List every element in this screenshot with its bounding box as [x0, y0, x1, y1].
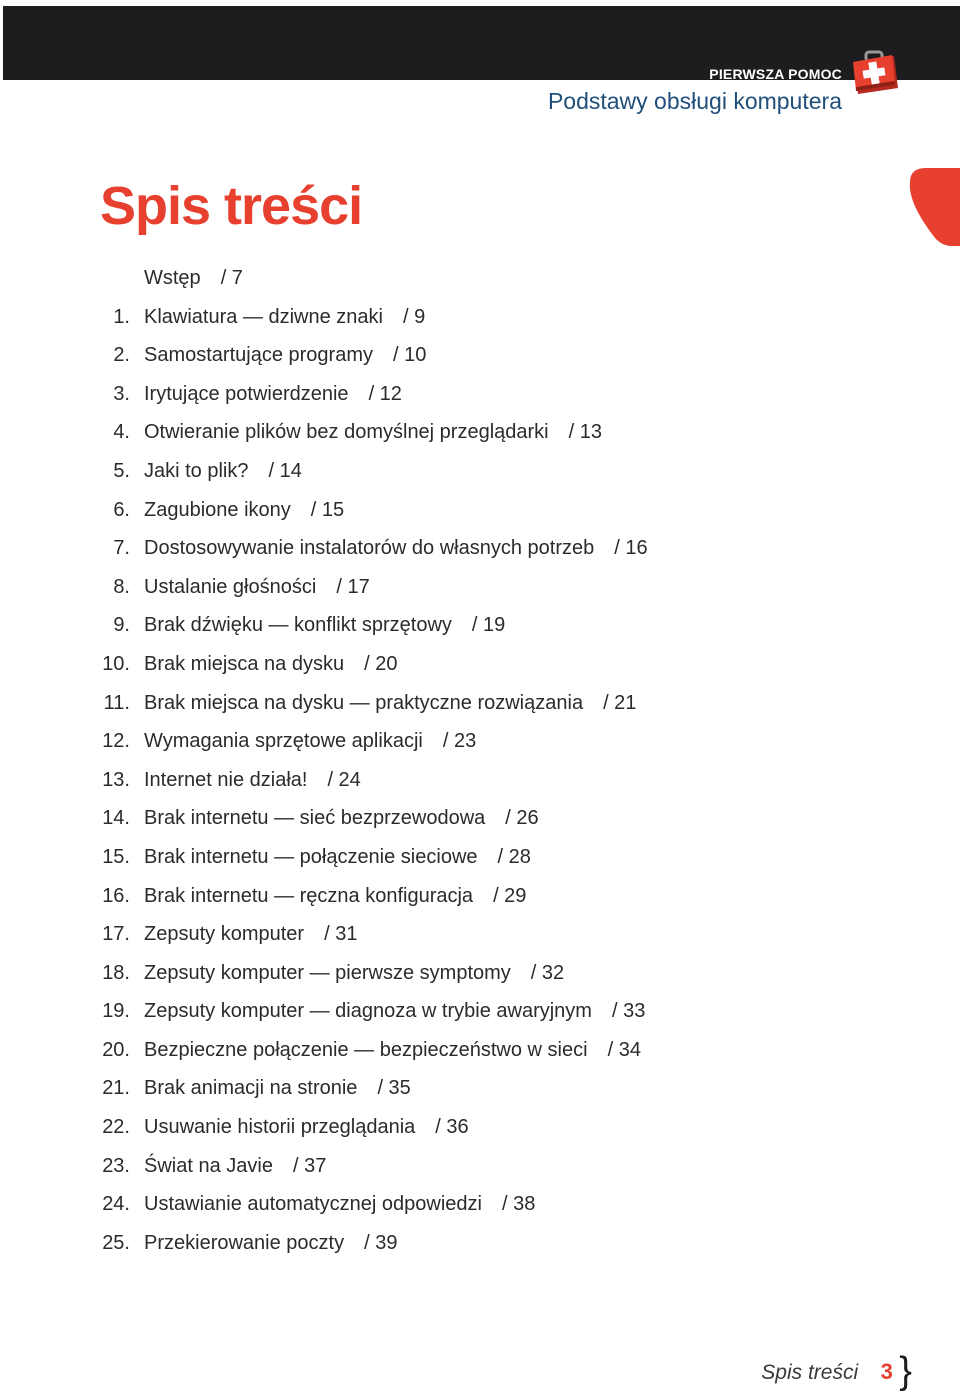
toc-entry-page: / 24	[327, 768, 361, 791]
toc-entry-page: / 35	[377, 1077, 411, 1100]
toc-entry-page: / 31	[324, 923, 358, 946]
toc-entry	[0, 529, 960, 568]
toc-entry	[0, 761, 960, 800]
toc-entry	[0, 259, 960, 298]
footer-section-label: Spis treści	[761, 1361, 859, 1384]
toc-entry-title: Ustalanie głośności	[144, 575, 317, 598]
toc-entry	[0, 568, 960, 607]
toc-entry	[0, 606, 960, 645]
toc-entry-link	[144, 722, 476, 761]
toc-entry-title: Irytujące potwierdzenie	[144, 382, 349, 405]
toc-entry-title: Świat na Javie	[144, 1154, 273, 1177]
toc-entry	[0, 1108, 960, 1147]
toc-entry	[0, 375, 960, 414]
toc-entry-link	[144, 259, 243, 298]
page-footer	[761, 1350, 912, 1390]
toc-entry-link	[144, 375, 402, 414]
toc-entry-title: Bezpieczne połączenie — bezpieczeństwo w sieci	[144, 1038, 588, 1061]
toc-entry-number: 15.	[102, 845, 130, 868]
page-title: Spis treści	[100, 176, 363, 236]
toc-entry-page: / 29	[493, 884, 527, 907]
toc-entry-link	[144, 761, 361, 800]
toc-entry-title: Brak miejsca na dysku — praktyczne rozwiązania	[144, 691, 584, 714]
toc-entry	[0, 413, 960, 452]
toc-entry-page: / 37	[292, 1154, 327, 1177]
toc-entry-number: 17.	[102, 923, 130, 946]
toc-entry-number: 20.	[102, 1038, 130, 1061]
toc-entry-title: Samostartujące programy	[144, 344, 373, 367]
toc-entry-number: 7.	[113, 537, 130, 560]
toc-entry	[0, 722, 960, 761]
toc-entry-page: / 15	[310, 498, 345, 521]
toc-entry-number: 4.	[113, 421, 130, 444]
toc-entry	[0, 954, 960, 993]
toc-entry-number: 5.	[113, 459, 130, 482]
toc-entry-link	[144, 799, 539, 838]
toc-entry-title: Dostosowywanie instalatorów do własnych potrzeb	[144, 537, 595, 560]
toc-entry-title: Wstęp	[144, 267, 201, 289]
toc-entry-page: / 38	[501, 1193, 536, 1216]
toc-entry-link	[144, 877, 526, 916]
toc-entry-title: Usuwanie historii przeglądania	[144, 1116, 416, 1139]
toc-entry-link	[144, 452, 302, 491]
toc-entry-link	[144, 838, 531, 877]
toc-entry-page: / 34	[607, 1038, 641, 1061]
toc-entry-number: 9.	[113, 614, 130, 637]
toc-entry-number: 10.	[102, 652, 130, 675]
toc-entry-number: 3.	[113, 382, 130, 405]
first-aid-kit-icon	[850, 50, 900, 96]
toc-entry	[0, 1069, 960, 1108]
toc-entry	[0, 838, 960, 877]
toc-entry-link	[144, 684, 636, 723]
toc-entry-link	[144, 529, 648, 568]
toc-entry-page: / 14	[268, 459, 302, 482]
toc-entry	[0, 877, 960, 916]
toc-entry-number: 6.	[113, 498, 130, 521]
toc-entry-page: / 16	[614, 537, 648, 560]
toc-entry-page: / 13	[568, 421, 602, 444]
table-of-contents	[0, 259, 960, 1262]
toc-entry-page: / 19	[471, 614, 506, 637]
toc-entry-title: Brak internetu — sieć bezprzewodowa	[144, 807, 486, 830]
toc-entry-link	[144, 1031, 641, 1070]
toc-entry-link	[144, 1108, 469, 1147]
toc-entry-link	[144, 1224, 397, 1263]
toc-entry-title: Klawiatura — dziwne znaki	[144, 305, 383, 328]
toc-entry	[0, 1224, 960, 1263]
footer-brace: }	[899, 1350, 912, 1392]
toc-entry	[0, 915, 960, 954]
toc-entry-page: / 12	[368, 382, 402, 405]
page-number: 3	[880, 1359, 893, 1384]
toc-entry-title: Zepsuty komputer — pierwsze symptomy	[144, 961, 511, 984]
toc-entry-title: Brak animacji na stronie	[144, 1077, 358, 1100]
toc-entry-title: Brak internetu — ręczna konfiguracja	[144, 884, 474, 907]
toc-entry-number: 18.	[102, 961, 130, 984]
toc-entry	[0, 799, 960, 838]
toc-entry-page: / 9	[403, 305, 426, 328]
toc-entry-title: Ustawianie automatycznej odpowiedzi	[144, 1193, 482, 1216]
toc-entry-title: Brak internetu — połączenie sieciowe	[144, 845, 478, 868]
book-subtitle: Podstawy obsługi komputera	[547, 88, 842, 114]
toc-entry-number: 24.	[102, 1193, 130, 1216]
toc-entry-page: / 20	[364, 652, 398, 675]
toc-entry-link	[144, 915, 357, 954]
toc-entry	[0, 1147, 960, 1186]
toc-entry-title: Jaki to plik?	[144, 459, 249, 482]
toc-entry-link	[144, 645, 397, 684]
brand-label: PIERWSZA POMOC	[709, 66, 842, 82]
toc-entry-number: 14.	[102, 807, 130, 830]
toc-entry	[0, 452, 960, 491]
toc-entry-number: 8.	[113, 575, 130, 598]
toc-entry-link	[144, 298, 425, 337]
toc-entry-link	[144, 336, 426, 375]
toc-entry-number: 22.	[102, 1116, 130, 1139]
toc-entry-title: Zepsuty komputer	[144, 923, 305, 946]
toc-entry-number: 23.	[102, 1154, 130, 1177]
toc-entry-page: / 32	[530, 961, 565, 984]
toc-entry	[0, 336, 960, 375]
toc-entry	[0, 684, 960, 723]
toc-entry-number: 21.	[102, 1077, 130, 1100]
toc-entry-link	[144, 1185, 535, 1224]
toc-entry-number: 25.	[102, 1231, 130, 1254]
toc-entry-number: 16.	[102, 884, 130, 907]
toc-entry-link	[144, 491, 344, 530]
toc-entry-page: / 36	[435, 1116, 469, 1139]
toc-entry	[0, 645, 960, 684]
toc-entry-link	[144, 413, 602, 452]
toc-entry-link	[144, 606, 505, 645]
toc-entry	[0, 1031, 960, 1070]
toc-entry-title: Internet nie działa!	[144, 768, 308, 791]
toc-entry-page: / 33	[611, 1000, 646, 1023]
toc-entry-number: 1.	[113, 305, 130, 328]
toc-entry-number: 13.	[102, 768, 130, 791]
toc-entry-title: Zagubione ikony	[144, 498, 291, 521]
toc-entry-link	[144, 954, 564, 993]
toc-entry-number: 12.	[102, 730, 130, 753]
toc-entry-title: Brak miejsca na dysku	[144, 652, 345, 675]
toc-entry-page: / 39	[364, 1231, 398, 1254]
toc-entry-number: 11.	[103, 691, 130, 714]
toc-entry-title: Brak dźwięku — konflikt sprzętowy	[144, 614, 452, 637]
toc-entry-page: / 10	[392, 344, 427, 367]
toc-entry-page: / 7	[220, 267, 243, 289]
toc-entry-link	[144, 568, 370, 607]
toc-entry-link	[144, 992, 645, 1031]
toc-entry-number: 2.	[113, 344, 130, 367]
toc-entry-link	[144, 1147, 326, 1186]
toc-entry-page: / 17	[336, 575, 370, 598]
toc-entry-link	[144, 1069, 411, 1108]
toc-entry-number: 19.	[102, 1000, 130, 1023]
chapter-tab	[908, 168, 960, 246]
toc-entry-title: Zepsuty komputer — diagnoza w trybie awaryjnym	[144, 1000, 592, 1023]
toc-entry-page: / 23	[442, 730, 477, 753]
toc-entry	[0, 298, 960, 337]
toc-entry	[0, 491, 960, 530]
toc-entry-page: / 26	[505, 807, 539, 830]
toc-entry	[0, 992, 960, 1031]
toc-entry	[0, 1185, 960, 1224]
toc-entry-title: Otwieranie plików bez domyślnej przeglądarki	[144, 421, 549, 444]
toc-entry-title: Przekierowanie poczty	[144, 1231, 345, 1254]
toc-entry-page: / 28	[497, 845, 531, 868]
toc-entry-page: / 21	[603, 691, 637, 714]
toc-entry-title: Wymagania sprzętowe aplikacji	[144, 730, 423, 753]
